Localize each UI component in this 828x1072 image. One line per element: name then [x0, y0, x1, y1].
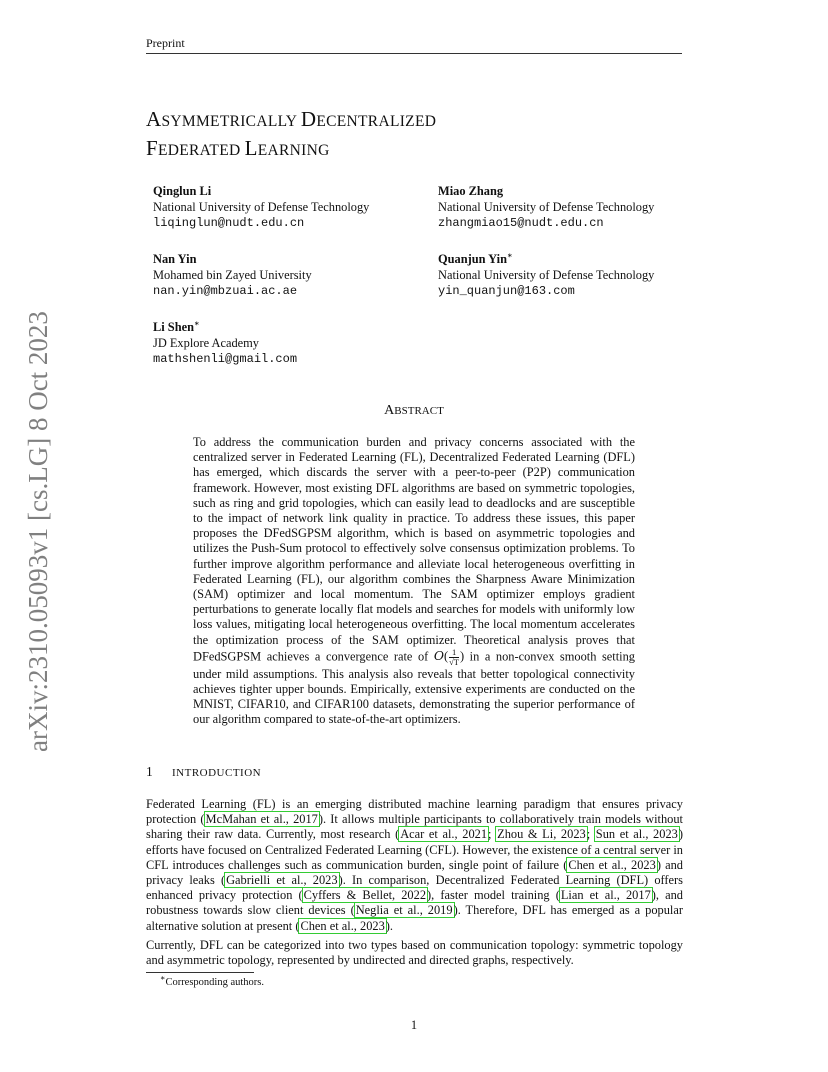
intro-paragraph-1	[146, 797, 683, 934]
citation-link[interactable]: Lian et al., 2017	[560, 888, 651, 903]
title-small-caps: EARNING	[257, 142, 330, 159]
intro-paragraph-2: Currently, DFL can be categorized into two types based on communication topology: symmetric topology and asymmetric topology, represented by undirected and directed graphs, respectively.	[146, 938, 683, 968]
title-cap: A	[146, 107, 162, 131]
paragraph-text: ), faster model training (	[427, 888, 560, 903]
author-affiliation: JD Explore Academy	[153, 336, 259, 350]
author-name: Qinglun Li	[153, 184, 212, 198]
author-block	[153, 183, 369, 231]
citation-link[interactable]: Gabrielli et al., 2023	[226, 873, 338, 888]
author-affiliation: Mohamed bin Zayed University	[153, 268, 312, 282]
page-number: 1	[410, 1018, 418, 1032]
author-affiliation: National University of Defense Technology	[438, 200, 655, 214]
abstract-heading: ABSTRACT	[384, 403, 444, 418]
paragraph-text: ;	[488, 827, 497, 842]
title-cap: L	[244, 136, 258, 160]
title-small-caps: ECENTRALIZED	[316, 113, 437, 130]
citation-link[interactable]: Chen et al., 2023	[300, 918, 385, 933]
author-block	[438, 251, 654, 299]
author-email[interactable]: mathshenli@gmail.com	[153, 352, 298, 366]
abstract-text	[193, 435, 635, 728]
paragraph-text: ). Therefore, DFL has emerged as a popular alternative solution at present (	[146, 903, 683, 933]
title-line-1	[146, 106, 436, 135]
author-block	[153, 251, 312, 299]
paragraph-text: ) efforts have focused on Centralized Federated Learning (CFL). However, the existence of a central server in CFL introduces challenges such as communication burden, single point of failure (	[146, 827, 683, 872]
author-email[interactable]: zhangmiao15@nudt.edu.cn	[438, 216, 604, 230]
abstract-text-part: in a non-convex smooth setting under mild assumptions. This analysis also reveals that better topological connectivity achieves tighter upper bounds. Empirically, extensive experiments are conducted on the MNIST, CIFAR10, and CIFAR100 datasets, demonstrating the superior performance of our algorithm compared to state-of-the-art optimizers.	[193, 649, 635, 727]
author-name: Li Shen∗	[153, 318, 200, 334]
author-email[interactable]: liqinglun@nudt.edu.cn	[153, 216, 305, 230]
author-affiliation: National University of Defense Technology	[153, 200, 370, 214]
citation-link[interactable]: McMahan et al., 2017	[205, 812, 318, 827]
citation-link[interactable]: Neglia et al., 2019	[355, 903, 453, 918]
author-email[interactable]: yin_quanjun@163.com	[438, 284, 575, 298]
section-heading: 1 INTRODUCTION	[146, 764, 262, 779]
citation-link[interactable]: Acar et al., 2021	[400, 827, 488, 842]
paper-title	[146, 106, 436, 164]
paragraph-text: ;	[586, 827, 595, 842]
paragraph-text: ), and robustness towards slow client devices (	[146, 888, 683, 918]
author-name: Miao Zhang	[438, 184, 504, 198]
paragraph-text: ).	[385, 918, 394, 933]
author-name: Quanjun Yin∗	[438, 250, 513, 266]
title-line-2	[146, 135, 436, 164]
arxiv-stamp: arXiv:2310.05093v1 [cs.LG] 8 Oct 2023	[23, 311, 53, 752]
citation-link[interactable]: Chen et al., 2023	[568, 857, 656, 872]
title-small-caps: EDERATED	[157, 142, 245, 159]
citation-link[interactable]: Zhou & Li, 2023	[497, 827, 586, 842]
abstract-text-part: To address the communication burden and privacy concerns associated with the centralized server in Federated Learning (FL), Decentralized Federated Learning (DFL) has emerged, which discards the server with a peer-to-peer (P2P) communication framework. However, most existing DFL algorithms are based on symmetric topologies, such as ring and grid topologies, which can easily lead to deadlocks and are susceptible to the impact of network link quality in practice. To address these issues, this paper proposes the DFedSGPSM algorithm, which is based on asymmetric topologies and utilizes the Push-Sum protocol to effectively solve consensus optimization problems. To further improve algorithm performance and alleviate local heterogeneous overfitting in Federated Learning (FL), our algorithm combines the Sharpness Aware Minimization (SAM) optimizer and local momentum. The SAM optimizer employs gradient perturbations to generate locally flat models and searches for models with uniformly low loss values, mitigating local heterogeneous overfitting. The local momentum accelerates the optimization process of the SAM optimizer. Theoretical analysis proves that DFedSGPSM achieves a convergence rate of	[193, 435, 635, 664]
author-affiliation: National University of Defense Technology	[438, 268, 655, 282]
author-block	[153, 319, 297, 367]
paragraph-text: Federated Learning (FL) is an emerging distributed machine learning paradigm that ensures privacy protection (	[146, 797, 683, 827]
title-cap: F	[146, 136, 158, 160]
footnote: ∗Corresponding authors.	[160, 973, 265, 988]
title-small-caps: SYMMETRICALLY	[161, 113, 301, 130]
citation-link[interactable]: Cyffers & Bellet, 2022	[303, 888, 427, 903]
paragraph-text: ). In comparison, Decentralized Federated Learning (DFL) offers enhanced privacy protection (	[146, 873, 683, 903]
header-rule	[146, 53, 682, 54]
title-cap: D	[300, 107, 317, 131]
citation-link[interactable]: Sun et al., 2023	[595, 827, 678, 842]
author-block	[438, 183, 654, 231]
convergence-rate-formula: O( $\frac{1}{√T}$ )	[433, 646, 465, 667]
author-email[interactable]: nan.yin@mbzuai.ac.ae	[153, 284, 298, 298]
paragraph-text: ). It allows multiple participants to collaboratively train models without sharing their raw data. Currently, most research (	[146, 812, 683, 842]
author-name: Nan Yin	[153, 252, 197, 266]
paragraph-text: ) and privacy leaks (	[146, 857, 683, 888]
running-header: Preprint	[146, 36, 185, 50]
